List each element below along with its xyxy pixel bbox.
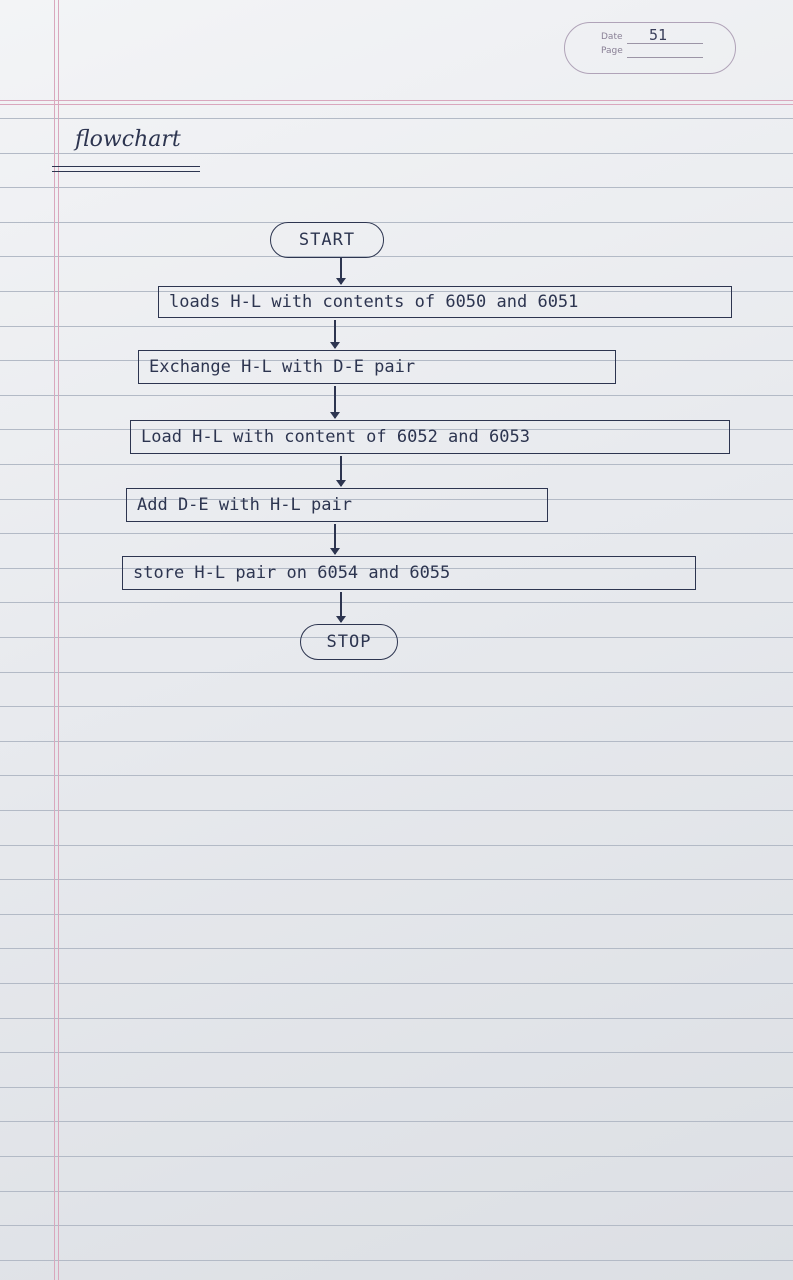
flow-arrow — [334, 386, 336, 418]
ruled-line — [0, 1052, 793, 1053]
ruled-line — [0, 1156, 793, 1157]
ruled-line — [0, 1191, 793, 1192]
flowchart-step-4: Add D-E with H-L pair — [126, 488, 548, 522]
ruled-line — [0, 222, 793, 223]
left-margin-line — [54, 0, 55, 1280]
flowchart-step-5: store H-L pair on 6054 and 6055 — [122, 556, 696, 590]
ruled-line — [0, 879, 793, 880]
ruled-line — [0, 1260, 793, 1261]
flowchart-step-3: Load H-L with content of 6052 and 6053 — [130, 420, 730, 454]
ruled-line — [0, 395, 793, 396]
ruled-line — [0, 1121, 793, 1122]
ruled-line — [0, 948, 793, 949]
flow-arrow — [340, 456, 342, 486]
date-value: 51 — [649, 26, 668, 44]
flow-arrow — [334, 524, 336, 554]
page-line — [627, 57, 703, 58]
ruled-line — [0, 672, 793, 673]
flow-arrow — [340, 592, 342, 622]
ruled-line — [0, 983, 793, 984]
flowchart-step-1: loads H-L with contents of 6050 and 6051 — [158, 286, 732, 318]
date-label: Date — [601, 32, 623, 42]
ruled-line — [0, 914, 793, 915]
ruled-line — [0, 118, 793, 119]
ruled-line — [0, 775, 793, 776]
flow-arrow — [340, 258, 342, 284]
top-margin-line-2 — [0, 104, 793, 105]
page-title: flowchart — [75, 127, 181, 152]
ruled-line — [0, 602, 793, 603]
ruled-line — [0, 1225, 793, 1226]
flowchart-step-2: Exchange H-L with D-E pair — [138, 350, 616, 384]
ruled-line — [0, 1087, 793, 1088]
flowchart-stop: STOP — [300, 624, 398, 660]
flowchart-start: START — [270, 222, 384, 258]
ruled-line — [0, 153, 793, 154]
flow-arrow — [334, 320, 336, 348]
page-label: Page — [601, 46, 623, 56]
ruled-line — [0, 741, 793, 742]
ruled-line — [0, 845, 793, 846]
top-margin-line — [0, 100, 793, 101]
ruled-line — [0, 810, 793, 811]
title-underline — [52, 166, 200, 172]
ruled-line — [0, 256, 793, 257]
ruled-line — [0, 533, 793, 534]
ruled-line — [0, 464, 793, 465]
left-margin-line-2 — [58, 0, 59, 1280]
ruled-line — [0, 1018, 793, 1019]
ruled-line — [0, 187, 793, 188]
date-page-badge — [564, 22, 736, 74]
ruled-line — [0, 706, 793, 707]
ruled-line — [0, 326, 793, 327]
